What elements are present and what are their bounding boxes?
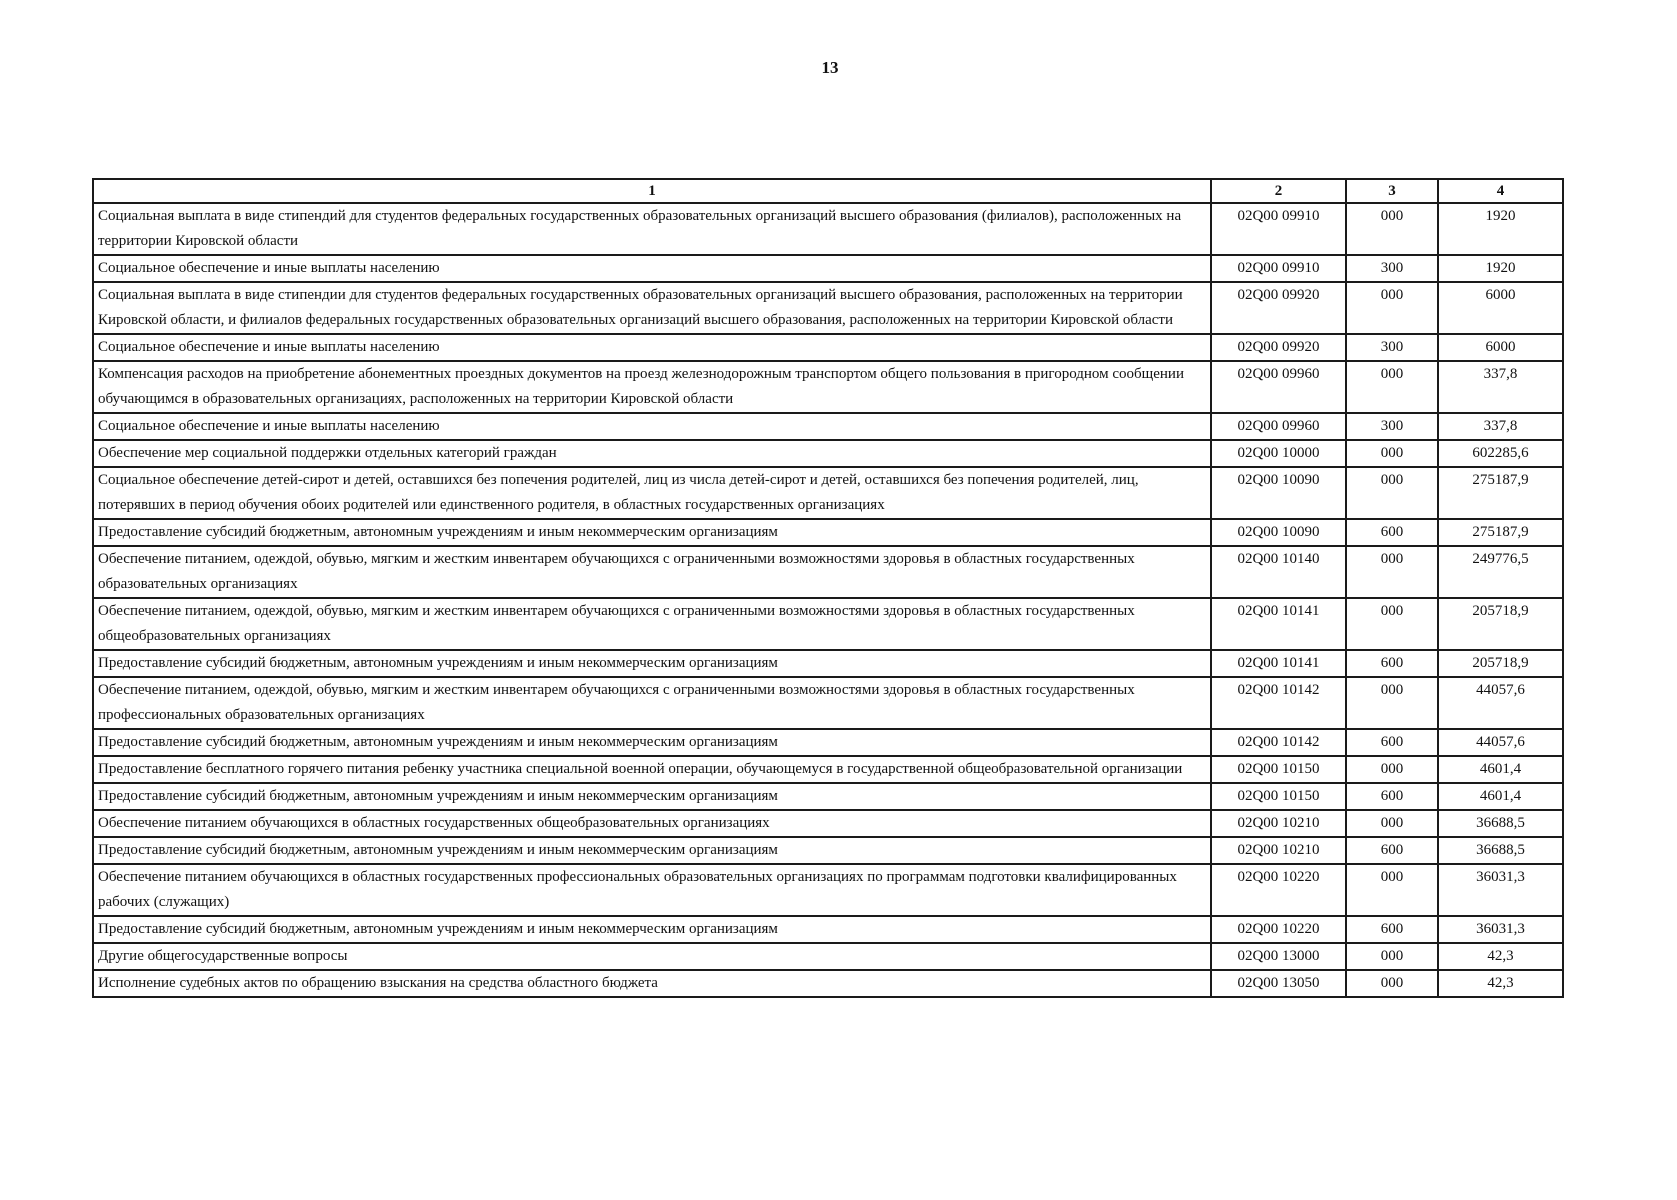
- page-number: 13: [821, 58, 839, 77]
- table-row: [93, 916, 1563, 943]
- table-row: [93, 729, 1563, 756]
- row-description: Социальная выплата в виде стипендий для студентов федеральных государственных образовательных организаций высшего образования (филиалов), расположенных на территории Кировской области: [93, 203, 1211, 255]
- row-target-code: 02Q00 10090: [1211, 519, 1346, 546]
- row-amount: 4601,4: [1438, 756, 1563, 783]
- row-expense-type: 300: [1346, 334, 1438, 361]
- row-description: Обеспечение питанием, одеждой, обувью, мягким и жестким инвентарем обучающихся с ограниченными возможностями здоровья в областных государственных образовательных организациях: [93, 546, 1211, 598]
- row-description: Предоставление бесплатного горячего питания ребенку участника специальной военной операции, обучающемуся в государственной общеобразовательной организации: [93, 756, 1211, 783]
- row-expense-type: 000: [1346, 756, 1438, 783]
- table-row: [93, 650, 1563, 677]
- row-amount: 36031,3: [1438, 916, 1563, 943]
- row-target-code: 02Q00 10210: [1211, 810, 1346, 837]
- table-row: [93, 519, 1563, 546]
- row-amount: 42,3: [1438, 943, 1563, 970]
- table-row: [93, 282, 1563, 334]
- row-target-code: 02Q00 10150: [1211, 783, 1346, 810]
- row-amount: 36031,3: [1438, 864, 1563, 916]
- row-amount: 4601,4: [1438, 783, 1563, 810]
- row-expense-type: 000: [1346, 361, 1438, 413]
- row-expense-type: 000: [1346, 203, 1438, 255]
- row-expense-type: 000: [1346, 677, 1438, 729]
- row-expense-type: 300: [1346, 255, 1438, 282]
- row-amount: 6000: [1438, 334, 1563, 361]
- table-row: [93, 783, 1563, 810]
- row-target-code: 02Q00 10140: [1211, 546, 1346, 598]
- row-description: Предоставление субсидий бюджетным, автономным учреждениям и иным некоммерческим организациям: [93, 650, 1211, 677]
- table-row: [93, 467, 1563, 519]
- row-expense-type: 600: [1346, 729, 1438, 756]
- row-expense-type: 000: [1346, 943, 1438, 970]
- table-row: [93, 943, 1563, 970]
- row-target-code: 02Q00 09960: [1211, 413, 1346, 440]
- row-target-code: 02Q00 09920: [1211, 282, 1346, 334]
- row-description: Обеспечение питанием, одеждой, обувью, мягким и жестким инвентарем обучающихся с ограниченными возможностями здоровья в областных государственных профессиональных образовательных организациях: [93, 677, 1211, 729]
- table-row: [93, 413, 1563, 440]
- row-amount: 36688,5: [1438, 837, 1563, 864]
- row-amount: 42,3: [1438, 970, 1563, 997]
- column-header-2: 2: [1211, 179, 1346, 203]
- table-row: [93, 546, 1563, 598]
- row-target-code: 02Q00 10141: [1211, 650, 1346, 677]
- table-body: [93, 203, 1563, 997]
- row-expense-type: 600: [1346, 916, 1438, 943]
- row-target-code: 02Q00 13050: [1211, 970, 1346, 997]
- row-expense-type: 000: [1346, 467, 1438, 519]
- row-amount: 6000: [1438, 282, 1563, 334]
- table-row: [93, 810, 1563, 837]
- row-expense-type: 000: [1346, 970, 1438, 997]
- row-target-code: 02Q00 09910: [1211, 203, 1346, 255]
- row-description: Социальное обеспечение детей-сирот и детей, оставшихся без попечения родителей, лиц из числа детей-сирот и детей, оставшихся без попечения родителей, лиц, потерявших в период обучения обоих родителей или единственного родителя, в областных государственных организациях: [93, 467, 1211, 519]
- row-description: Обеспечение питанием обучающихся в областных государственных общеобразовательных организациях: [93, 810, 1211, 837]
- table-row: [93, 361, 1563, 413]
- row-target-code: 02Q00 09920: [1211, 334, 1346, 361]
- row-expense-type: 000: [1346, 546, 1438, 598]
- column-header-4: 4: [1438, 179, 1563, 203]
- row-expense-type: 000: [1346, 864, 1438, 916]
- row-amount: 275187,9: [1438, 467, 1563, 519]
- row-description: Исполнение судебных актов по обращению взыскания на средства областного бюджета: [93, 970, 1211, 997]
- row-target-code: 02Q00 09960: [1211, 361, 1346, 413]
- row-expense-type: 600: [1346, 650, 1438, 677]
- row-description: Социальное обеспечение и иные выплаты населению: [93, 413, 1211, 440]
- row-amount: 36688,5: [1438, 810, 1563, 837]
- row-target-code: 02Q00 10210: [1211, 837, 1346, 864]
- row-target-code: 02Q00 10142: [1211, 729, 1346, 756]
- row-description: Социальная выплата в виде стипендии для студентов федеральных государственных образовательных организаций высшего образования, расположенных на территории Кировской области, и филиалов федеральных государственных образовательных организаций высшего образования, расположенных на территории Кировской области: [93, 282, 1211, 334]
- row-expense-type: 000: [1346, 810, 1438, 837]
- row-target-code: 02Q00 10141: [1211, 598, 1346, 650]
- row-description: Другие общегосударственные вопросы: [93, 943, 1211, 970]
- row-description: Предоставление субсидий бюджетным, автономным учреждениям и иным некоммерческим организациям: [93, 837, 1211, 864]
- table-row: [93, 440, 1563, 467]
- row-amount: 249776,5: [1438, 546, 1563, 598]
- row-description: Предоставление субсидий бюджетным, автономным учреждениям и иным некоммерческим организациям: [93, 916, 1211, 943]
- row-description: Обеспечение питанием, одеждой, обувью, мягким и жестким инвентарем обучающихся с ограниченными возможностями здоровья в областных государственных общеобразовательных организациях: [93, 598, 1211, 650]
- row-description: Предоставление субсидий бюджетным, автономным учреждениям и иным некоммерческим организациям: [93, 783, 1211, 810]
- column-header-3: 3: [1346, 179, 1438, 203]
- row-expense-type: 600: [1346, 783, 1438, 810]
- row-expense-type: 000: [1346, 440, 1438, 467]
- table-row: [93, 677, 1563, 729]
- table-row: [93, 970, 1563, 997]
- row-target-code: 02Q00 10000: [1211, 440, 1346, 467]
- row-target-code: 02Q00 09910: [1211, 255, 1346, 282]
- row-amount: 44057,6: [1438, 677, 1563, 729]
- row-target-code: 02Q00 10220: [1211, 916, 1346, 943]
- row-amount: 1920: [1438, 203, 1563, 255]
- table-row: [93, 837, 1563, 864]
- row-target-code: 02Q00 13000: [1211, 943, 1346, 970]
- row-amount: 205718,9: [1438, 650, 1563, 677]
- column-header-1: 1: [93, 179, 1211, 203]
- table-row: [93, 756, 1563, 783]
- row-expense-type: 000: [1346, 598, 1438, 650]
- row-amount: 337,8: [1438, 361, 1563, 413]
- table-row: [93, 255, 1563, 282]
- row-description: Компенсация расходов на приобретение абонементных проездных документов на проезд железнодорожным транспортом общего пользования в пригородном сообщении обучающимся в образовательных организациях, расположенных на территории Кировской области: [93, 361, 1211, 413]
- row-target-code: 02Q00 10090: [1211, 467, 1346, 519]
- row-description: Обеспечение мер социальной поддержки отдельных категорий граждан: [93, 440, 1211, 467]
- row-description: Предоставление субсидий бюджетным, автономным учреждениям и иным некоммерческим организациям: [93, 729, 1211, 756]
- row-amount: 275187,9: [1438, 519, 1563, 546]
- budget-table: [92, 178, 1564, 998]
- table-row: [93, 203, 1563, 255]
- row-amount: 44057,6: [1438, 729, 1563, 756]
- row-target-code: 02Q00 10220: [1211, 864, 1346, 916]
- row-target-code: 02Q00 10142: [1211, 677, 1346, 729]
- row-expense-type: 000: [1346, 282, 1438, 334]
- row-amount: 337,8: [1438, 413, 1563, 440]
- table-row: [93, 334, 1563, 361]
- row-target-code: 02Q00 10150: [1211, 756, 1346, 783]
- row-amount: 602285,6: [1438, 440, 1563, 467]
- row-amount: 1920: [1438, 255, 1563, 282]
- row-expense-type: 600: [1346, 519, 1438, 546]
- row-description: Предоставление субсидий бюджетным, автономным учреждениям и иным некоммерческим организациям: [93, 519, 1211, 546]
- row-amount: 205718,9: [1438, 598, 1563, 650]
- row-description: Социальное обеспечение и иные выплаты населению: [93, 334, 1211, 361]
- table-row: [93, 598, 1563, 650]
- table-row: [93, 864, 1563, 916]
- row-description: Обеспечение питанием обучающихся в областных государственных профессиональных образовательных организациях по программам подготовки квалифицированных рабочих (служащих): [93, 864, 1211, 916]
- table-header-row: [93, 179, 1563, 203]
- row-description: Социальное обеспечение и иные выплаты населению: [93, 255, 1211, 282]
- row-expense-type: 600: [1346, 837, 1438, 864]
- row-expense-type: 300: [1346, 413, 1438, 440]
